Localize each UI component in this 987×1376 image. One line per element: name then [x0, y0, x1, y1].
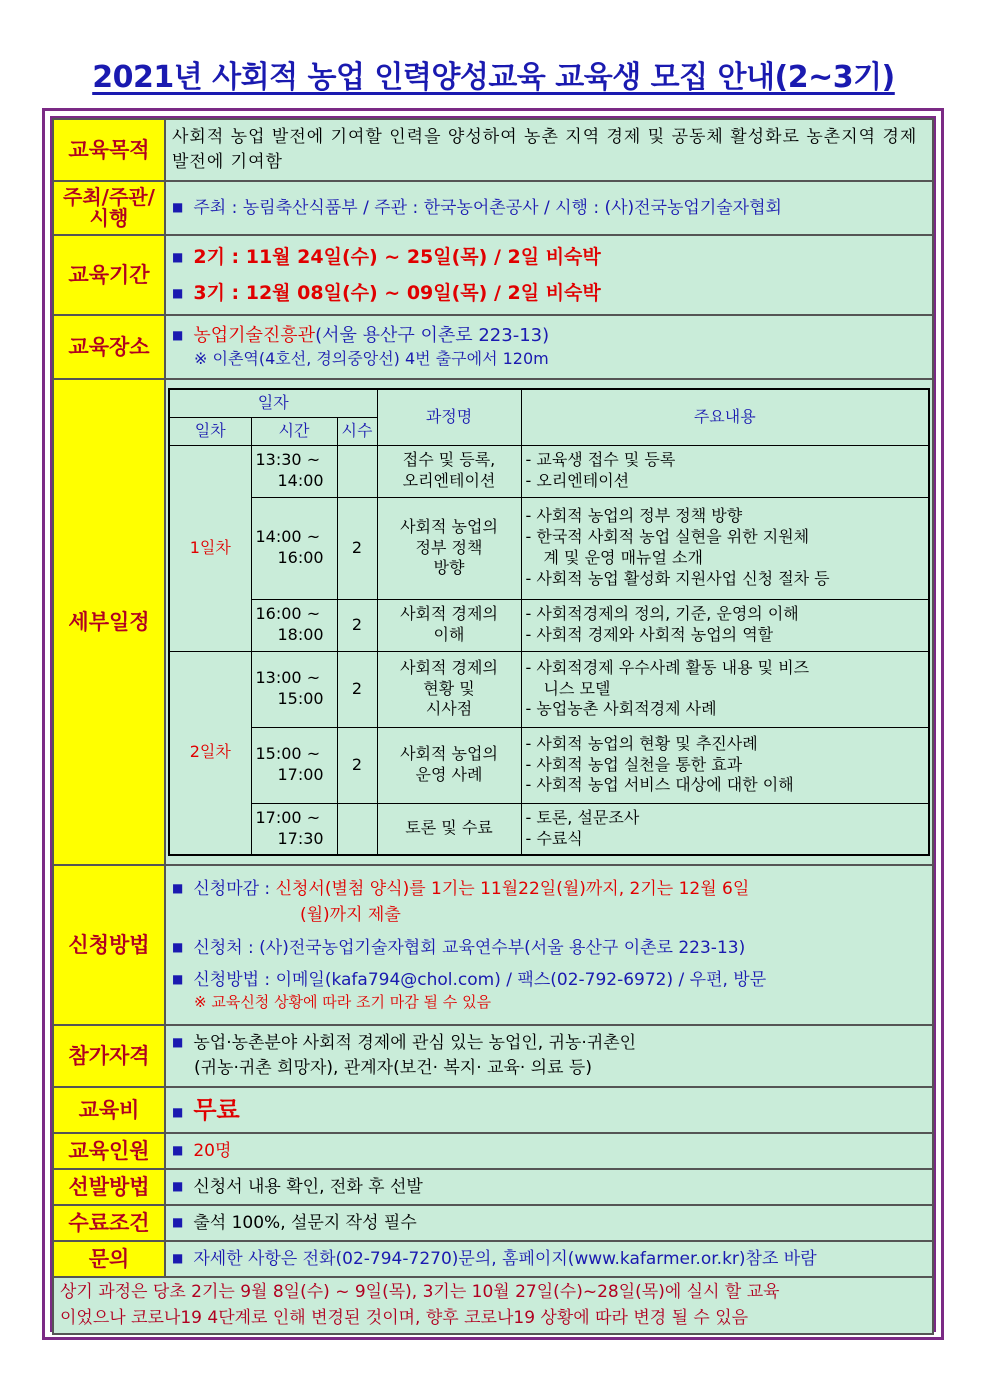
- course-line: 현황 및: [423, 678, 475, 698]
- session-time-end: 18:00: [277, 625, 324, 644]
- session-time-end: 15:00: [277, 689, 324, 708]
- table-row: [169, 445, 929, 497]
- bullet-icon: ■: [172, 1178, 184, 1193]
- detail-line: 니스 모델: [543, 678, 611, 698]
- eligibility-line-1: 농업·농촌분야 사회적 경제에 관심 있는 농업인, 귀농·귀촌인: [193, 1033, 637, 1054]
- session-time-start: 17:00 ~: [255, 807, 321, 827]
- table-row: [169, 727, 929, 803]
- session-time-start: 13:00 ~: [255, 668, 321, 688]
- row-schedule: [53, 379, 933, 865]
- course-line: 접수 및 등록,: [402, 450, 496, 470]
- eligibility-line-2: (귀농·귀촌 희망자), 관계자(보건· 복지· 교육· 의료 등): [194, 1058, 592, 1078]
- table-row: [169, 651, 929, 727]
- venue-note: ※ 이촌역(4호선, 경의중앙선) 4번 출구에서 120m: [194, 349, 549, 369]
- table-row: [169, 803, 929, 855]
- label-apply: 신청방법: [53, 865, 165, 1025]
- footer-line-1: 상기 과정은 당초 2기는 9월 8일(수) ~ 9일(목), 3기는 10월 27일(수)~28일(목)에 실시 할 교육: [60, 1282, 780, 1302]
- completion-cell: [165, 1205, 933, 1241]
- apply-deadline-text: 신청서(별첨 양식)를 1기는 11월22일(월)까지, 2기는 12월 6일: [275, 879, 750, 900]
- bullet-icon: ■: [172, 971, 184, 986]
- bullet-icon: ■: [172, 249, 184, 264]
- header-day: 일차: [169, 417, 251, 445]
- detail-line: - 한국적 사회적 농업 실현을 위한 지원체: [525, 527, 810, 547]
- detail-line: - 농업농촌 사회적경제 사례: [525, 699, 717, 719]
- bullet-icon: ■: [172, 881, 184, 896]
- apply-place: 신청처 : (사)전국농업기술자협회 교육연수부(서울 용산구 이촌로 223-13): [193, 938, 746, 959]
- label-fee: 교육비: [53, 1087, 165, 1133]
- day-1: 1일차: [169, 445, 251, 651]
- label-host: 주최/주관/시행: [53, 181, 165, 235]
- footer-line-2: 이었으나 코로나19 4단계로 인해 변경된 것이며, 향후 코로나19 상황에 따라 변경 될 수 있음: [60, 1307, 749, 1328]
- bullet-icon: ■: [172, 1035, 184, 1050]
- course-line: 이해: [433, 625, 465, 644]
- detail-line: 계 및 운영 매뉴얼 소개: [543, 548, 703, 567]
- notice-table: [52, 118, 934, 1335]
- header-course: 과정명: [377, 389, 521, 445]
- course-line: 정부 정책: [415, 537, 483, 557]
- course-line: 방향: [433, 558, 465, 578]
- period-line-1: 2기 : 11월 24일(수) ~ 25일(목) / 2일 비숙박: [193, 245, 601, 268]
- detail-line: - 사회적경제 우수사례 활동 내용 및 비즈: [525, 657, 810, 677]
- label-purpose: 교육목적: [53, 119, 165, 181]
- row-completion: [53, 1205, 933, 1241]
- label-selection: 선발방법: [53, 1169, 165, 1205]
- detail-line: - 사회적 농업 실천을 통한 효과: [525, 754, 743, 774]
- course-line: 시사점: [425, 699, 473, 719]
- session-time-end: 14:00: [277, 471, 324, 490]
- label-eligibility: 참가자격: [53, 1025, 165, 1087]
- row-inquiry: [53, 1241, 933, 1277]
- label-venue: 교육장소: [53, 315, 165, 379]
- detail-line: - 사회적 농업 서비스 대상에 대한 이해: [525, 775, 794, 795]
- detail-line: - 수료식: [525, 828, 583, 848]
- bullet-icon: ■: [172, 1104, 184, 1119]
- header-date-group: 일자: [169, 389, 377, 417]
- course-line: 사회적 농업의: [400, 516, 498, 536]
- session-time-start: 16:00 ~: [255, 604, 321, 624]
- completion-text: 출석 100%, 설문지 작성 필수: [193, 1212, 417, 1233]
- apply-deadline-text-2: (월)까지 제출: [300, 904, 401, 925]
- session-time-end: 17:30: [277, 828, 324, 848]
- bullet-icon: ■: [172, 286, 184, 300]
- course-line: 사회적 농업의: [400, 744, 498, 764]
- table-row: [169, 599, 929, 651]
- header-content: 주요내용: [521, 389, 929, 445]
- detail-line: - 교육생 접수 및 등록: [525, 450, 676, 470]
- table-row: [169, 497, 929, 599]
- capacity-text: 20명: [193, 1140, 232, 1161]
- apply-deadline-label: 신청마감 :: [193, 879, 276, 900]
- row-eligibility: [53, 1025, 933, 1087]
- page-title: 2021년 사회적 농업 인력양성교육 교육생 모집 안내(2~3기): [92, 60, 895, 95]
- selection-cell: [165, 1169, 933, 1205]
- header-hours: 시수: [337, 417, 377, 445]
- bullet-icon: ■: [172, 1214, 184, 1229]
- header-time: 시간: [251, 417, 337, 445]
- bullet-icon: ■: [172, 940, 184, 955]
- session-hours: 2: [337, 727, 377, 803]
- period-cell: [165, 235, 933, 315]
- apply-cell: [165, 865, 933, 1025]
- venue-address: (서울 용산구 이촌로 223-13): [315, 325, 550, 347]
- capacity-cell: [165, 1133, 933, 1169]
- day-2: 2일차: [169, 651, 251, 855]
- fee-text: 무료: [193, 1095, 240, 1124]
- label-capacity: 교육인원: [53, 1133, 165, 1169]
- schedule-cell: [165, 379, 933, 865]
- venue-cell: [165, 315, 933, 379]
- schedule-table: [168, 388, 930, 856]
- purpose-text: 사회적 농업 발전에 기여할 인력을 양성하여 농촌 지역 경제 및 공동체 활성화로 농촌지역 경제 발전에 기여함: [165, 119, 933, 181]
- detail-line: - 사회적 농업의 정부 정책 방향: [525, 506, 743, 526]
- course-line: 사회적 경제의: [400, 604, 498, 624]
- row-fee: [53, 1087, 933, 1133]
- venue-place: 농업기술진흥관: [193, 325, 316, 347]
- session-hours: [337, 803, 377, 855]
- eligibility-cell: [165, 1025, 933, 1087]
- row-apply: [53, 865, 933, 1025]
- selection-text: 신청서 내용 확인, 전화 후 선발: [193, 1176, 423, 1197]
- period-line-2: 3기 : 12월 08일(수) ~ 09일(목) / 2일 비숙박: [193, 282, 601, 304]
- course-line: 사회적 경제의: [400, 657, 498, 677]
- row-period: [53, 235, 933, 315]
- inquiry-cell: [165, 1241, 933, 1277]
- course-line: 운영 사례: [415, 765, 483, 784]
- row-footer: [53, 1277, 933, 1334]
- label-inquiry: 문의: [53, 1241, 165, 1277]
- detail-line: - 사회적 농업의 현황 및 추진사례: [525, 733, 758, 753]
- session-hours: 2: [337, 651, 377, 727]
- detail-line: - 사회적 농업 활성화 지원사업 신청 절차 등: [525, 568, 830, 588]
- session-time-start: 14:00 ~: [255, 527, 321, 547]
- host-cell: [165, 181, 933, 235]
- session-time-end: 17:00: [277, 765, 324, 784]
- bullet-icon: ■: [172, 328, 184, 343]
- apply-note: ※ 교육신청 상황에 따라 조기 마감 될 수 있음: [194, 993, 492, 1012]
- session-hours: 2: [337, 497, 377, 599]
- bullet-icon: ■: [172, 1142, 184, 1157]
- course-line: 오리엔테이션: [402, 471, 496, 490]
- detail-line: - 토론, 설문조사: [525, 807, 640, 827]
- row-venue: [53, 315, 933, 379]
- row-purpose: [53, 119, 933, 181]
- session-hours: [337, 445, 377, 497]
- apply-method: 신청방법 : 이메일(kafa794@chol.com) / 팩스(02-792-6972) / 우편, 방문: [193, 969, 767, 990]
- bullet-icon: ■: [172, 1250, 184, 1265]
- detail-line: - 사회적경제의 정의, 기준, 운영의 이해: [525, 604, 799, 624]
- detail-line: - 사회적 경제와 사회적 농업의 역할: [525, 625, 774, 644]
- label-completion: 수료조건: [53, 1205, 165, 1241]
- row-host: [53, 181, 933, 235]
- inquiry-text: 자세한 사항은 전화(02-794-7270)문의, 홈페이지(www.kafarmer.or.kr)참조 바람: [193, 1248, 817, 1269]
- session-time-end: 16:00: [277, 548, 324, 567]
- session-hours: 2: [337, 599, 377, 651]
- row-selection: [53, 1169, 933, 1205]
- detail-line: - 오리엔테이션: [525, 471, 630, 490]
- bullet-icon: ■: [172, 199, 184, 214]
- session-time-start: 15:00 ~: [255, 744, 321, 764]
- host-text: 주최 : 농림축산식품부 / 주관 : 한국농어촌공사 / 시행 : (사)전국농업기술자협회: [193, 197, 782, 218]
- label-schedule: 세부일정: [53, 379, 165, 865]
- course-line: 토론 및 수료: [405, 818, 493, 838]
- row-capacity: [53, 1133, 933, 1169]
- label-period: 교육기간: [53, 235, 165, 315]
- footer-note: [53, 1277, 933, 1334]
- session-time-start: 13:30 ~: [255, 450, 321, 470]
- fee-cell: [165, 1087, 933, 1133]
